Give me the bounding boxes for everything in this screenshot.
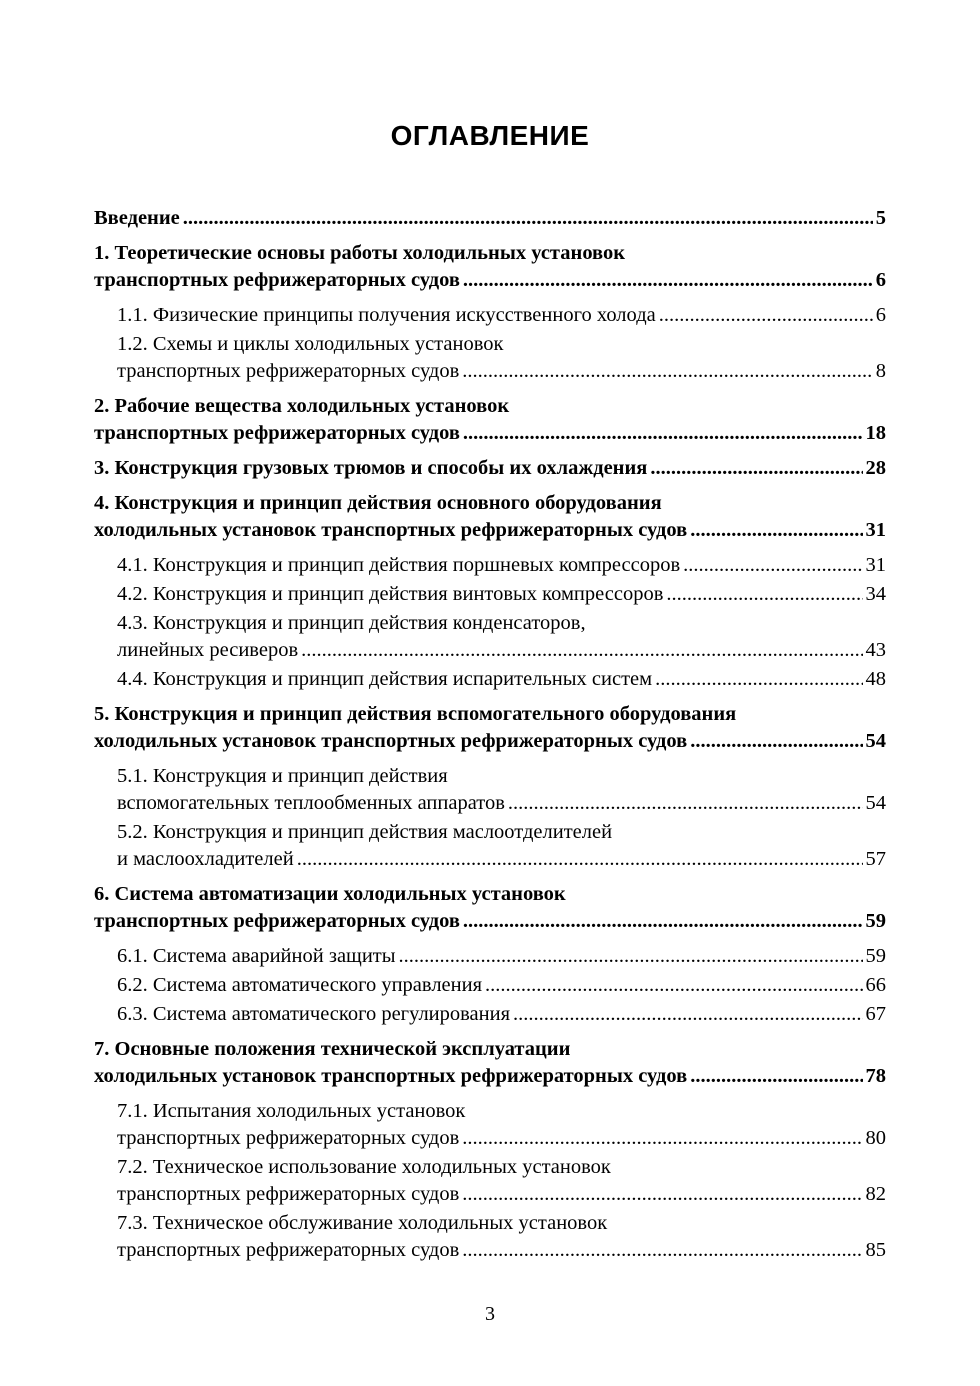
toc-entry-title: транспортных рефрижераторных судов: [117, 1183, 460, 1205]
toc-entry-section-6-1[interactable]: [94, 943, 886, 970]
toc-entry-title-line: 7.1. Испытания холодильных установок: [117, 1100, 466, 1122]
toc-page-number: 6: [875, 304, 886, 326]
toc-entry-title: 4.2. Конструкция и принцип действия винтовых компрессоров: [117, 583, 664, 605]
toc-entry-title-line: 4. Конструкция и принцип действия основного оборудования: [94, 492, 662, 514]
toc-page-number: 6: [875, 269, 886, 291]
toc-page-number: 59: [865, 945, 886, 967]
table-of-contents: [94, 205, 886, 1264]
toc-page-number: 85: [865, 1239, 886, 1261]
toc-entry-section-6-3[interactable]: [94, 1001, 886, 1028]
toc-entry-title: 6.2. Система автоматического управления: [117, 974, 483, 996]
toc-entry-section-5-2[interactable]: [94, 819, 886, 873]
dot-leader: [690, 1063, 862, 1090]
toc-entry-section-7-1[interactable]: [94, 1098, 886, 1152]
toc-page-number: 8: [875, 360, 886, 382]
dot-leader: [463, 908, 863, 935]
toc-entry-title-line: 6. Система автоматизации холодильных установок: [94, 883, 566, 905]
toc-entry-title: 3. Конструкция грузовых трюмов и способы их охлаждения: [94, 457, 648, 479]
dot-leader: [683, 552, 862, 579]
toc-entry-chapter-1[interactable]: [94, 240, 886, 294]
toc-page-number: 48: [865, 668, 886, 690]
dot-leader: [690, 728, 862, 755]
page-title: ОГЛАВЛЕНИЕ: [390, 120, 590, 151]
toc-entry-title-line: 7. Основные положения технической эксплуатации: [94, 1038, 571, 1060]
toc-entry-title: 4.4. Конструкция и принцип действия испарительных систем: [117, 668, 653, 690]
toc-page-number: 31: [865, 554, 886, 576]
toc-page-number: 82: [865, 1183, 886, 1205]
toc-entry-title: транспортных рефрижераторных судов: [117, 1239, 460, 1261]
toc-entry-title: вспомогательных теплообменных аппаратов: [117, 792, 505, 814]
toc-entry-title-line: 7.2. Техническое использование холодильных установок: [117, 1156, 611, 1178]
toc-page-number: 59: [865, 910, 886, 932]
dot-leader: [513, 1001, 862, 1028]
toc-entry-section-5-1[interactable]: [94, 763, 886, 817]
toc-entry-chapter-5[interactable]: [94, 701, 886, 755]
toc-entry-section-7-3[interactable]: [94, 1210, 886, 1264]
toc-page-number: 66: [865, 974, 886, 996]
dot-leader: [655, 666, 862, 693]
toc-entry-title: 6.1. Система аварийной защиты: [117, 945, 396, 967]
toc-entry-section-4-4[interactable]: [94, 666, 886, 693]
dot-leader: [462, 1181, 862, 1208]
toc-entry-title-line: 5.2. Конструкция и принцип действия маслоотделителей: [117, 821, 613, 843]
toc-entry-section-4-3[interactable]: [94, 610, 886, 664]
toc-entry-title-line: 4.3. Конструкция и принцип действия конденсаторов,: [117, 612, 586, 634]
toc-entry-chapter-7[interactable]: [94, 1036, 886, 1090]
page-number: 3: [485, 1303, 495, 1325]
dot-leader: [462, 358, 872, 385]
dot-leader: [650, 455, 862, 482]
toc-page-number: 80: [865, 1127, 886, 1149]
toc-page-number: 18: [865, 422, 886, 444]
toc-entry-title: 4.1. Конструкция и принцип действия поршневых компрессоров: [117, 554, 681, 576]
toc-page-number: 67: [865, 1003, 886, 1025]
toc-entry-title: холодильных установок транспортных рефрижераторных судов: [94, 519, 688, 541]
toc-entry-title: 1.1. Физические принципы получения искусственного холода: [117, 304, 656, 326]
toc-entry-title: холодильных установок транспортных рефрижераторных судов: [94, 1065, 688, 1087]
toc-entry-title: транспортных рефрижераторных судов: [94, 910, 460, 932]
toc-page-number: 5: [875, 207, 886, 229]
toc-entry-section-6-2[interactable]: [94, 972, 886, 999]
toc-entry-title-line: 5. Конструкция и принцип действия вспомогательного оборудования: [94, 703, 737, 725]
dot-leader: [463, 267, 873, 294]
toc-entry-chapter-4[interactable]: [94, 490, 886, 544]
toc-entry-section-4-2[interactable]: [94, 581, 886, 608]
toc-entry-chapter-6[interactable]: [94, 881, 886, 935]
toc-entry-chapter-3[interactable]: [94, 455, 886, 482]
dot-leader: [462, 1237, 862, 1264]
dot-leader: [666, 581, 862, 608]
toc-entry-title-line: 7.3. Техническое обслуживание холодильных установок: [117, 1212, 608, 1234]
toc-entry-section-1-2[interactable]: [94, 331, 886, 385]
toc-entry-title-line: 1. Теоретические основы работы холодильных установок: [94, 242, 626, 264]
toc-entry-chapter-2[interactable]: [94, 393, 886, 447]
toc-page-number: 78: [865, 1065, 886, 1087]
dot-leader: [463, 420, 863, 447]
toc-page-number: 54: [865, 730, 886, 752]
toc-entry-title: транспортных рефрижераторных судов: [117, 1127, 460, 1149]
toc-entry-title: транспортных рефрижераторных судов: [94, 422, 460, 444]
dot-leader: [301, 637, 862, 664]
toc-entry-title: 6.3. Система автоматического регулирования: [117, 1003, 511, 1025]
toc-page-number: 57: [865, 848, 886, 870]
dot-leader: [297, 846, 863, 873]
dot-leader: [462, 1125, 862, 1152]
toc-entry-title-line: 5.1. Конструкция и принцип действия: [117, 765, 448, 787]
toc-page-number: 54: [865, 792, 886, 814]
dot-leader: [659, 302, 873, 329]
toc-page-number: 34: [865, 583, 886, 605]
toc-entry-intro[interactable]: [94, 205, 886, 232]
toc-entry-title: транспортных рефрижераторных судов: [94, 269, 460, 291]
dot-leader: [690, 517, 862, 544]
toc-entry-title: Введение: [94, 207, 180, 229]
toc-entry-title-line: 2. Рабочие вещества холодильных установок: [94, 395, 510, 417]
toc-entry-section-7-2[interactable]: [94, 1154, 886, 1208]
toc-entry-section-4-1[interactable]: [94, 552, 886, 579]
toc-page-number: 28: [865, 457, 886, 479]
toc-page-number: 31: [865, 519, 886, 541]
toc-entry-title: и маслоохладителей: [117, 848, 294, 870]
toc-entry-title-line: 1.2. Схемы и циклы холодильных установок: [117, 333, 504, 355]
toc-entry-title: транспортных рефрижераторных судов: [117, 360, 460, 382]
dot-leader: [485, 972, 862, 999]
toc-entry-section-1-1[interactable]: [94, 302, 886, 329]
dot-leader: [508, 790, 863, 817]
dot-leader: [183, 205, 873, 232]
toc-page-number: 43: [865, 639, 886, 661]
toc-entry-title: холодильных установок транспортных рефрижераторных судов: [94, 730, 688, 752]
dot-leader: [399, 943, 863, 970]
toc-entry-title: линейных ресиверов: [117, 639, 299, 661]
